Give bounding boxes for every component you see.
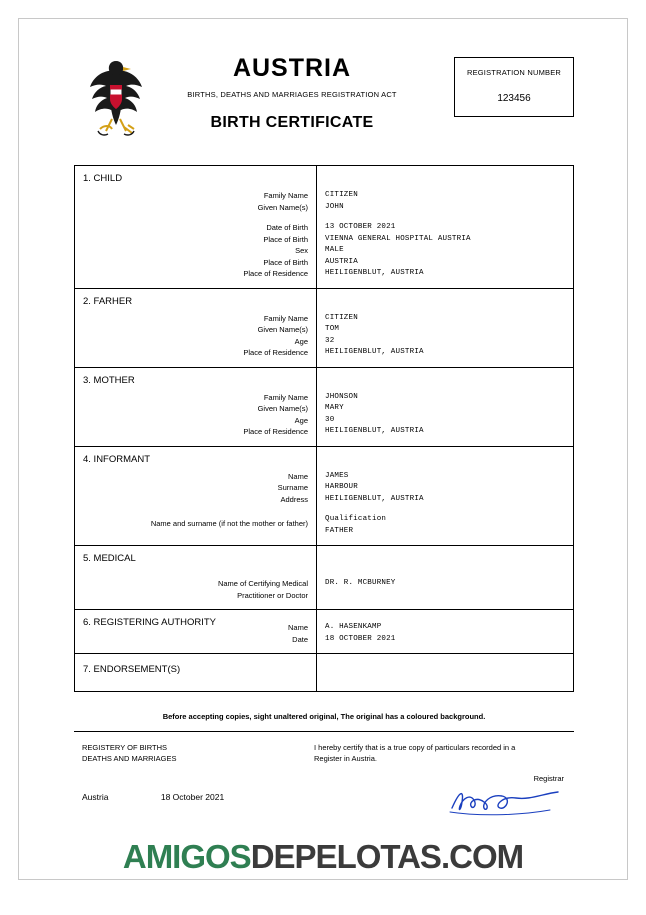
value: MARY	[325, 404, 344, 412]
spacer-title	[325, 375, 565, 386]
section-mother	[75, 368, 573, 447]
section-father-values	[317, 289, 573, 367]
section-medical-title: 5. MEDICAL	[83, 553, 136, 564]
section-informant-title: 4. INFORMANT	[83, 453, 151, 465]
watermark-part-2: DEPELOTAS	[250, 838, 441, 875]
section-father-title: 2. FARHER	[83, 295, 133, 307]
label: Address	[280, 494, 308, 504]
label: Date	[292, 634, 308, 644]
spacer-title	[325, 173, 565, 184]
label: Family Name	[263, 191, 308, 200]
informant-label-list	[83, 471, 308, 506]
value: 13 OCTOBER 2021	[325, 223, 396, 231]
section-mother-values	[317, 368, 573, 446]
copy-notice: Before accepting copies, sight unaltered original, The original has a coloured background.	[162, 712, 486, 721]
section-medical-values	[317, 546, 573, 609]
value: HARBOUR	[325, 483, 358, 491]
value: HEILIGENBLUT, AUSTRIA	[325, 348, 424, 356]
certification-statement	[314, 742, 564, 764]
label: Name	[287, 471, 308, 481]
label: Place of Residence	[243, 427, 308, 436]
header-titles	[162, 53, 422, 132]
date-value: 18 October 2021	[160, 792, 225, 802]
section-authority-labels	[75, 610, 317, 653]
qualification-value: FATHER	[325, 526, 354, 535]
section-father	[75, 289, 573, 368]
registry-block	[82, 742, 176, 764]
section-endorsement-title: 7. ENDORSEMENT(S)	[83, 664, 181, 675]
authority-label-list	[288, 622, 308, 645]
certificate-page	[18, 18, 628, 880]
section-authority-title: 6. REGISTERING AUTHORITY	[83, 617, 217, 628]
austria-eagle-coat-of-arms-icon	[86, 57, 146, 139]
document-body	[74, 47, 574, 822]
section-medical	[75, 546, 573, 610]
label: Date of Birth	[266, 223, 308, 232]
watermark-part-3: .COM	[440, 838, 524, 875]
label: Place of Birth	[263, 234, 308, 244]
value: 30	[325, 415, 335, 424]
section-informant-labels	[75, 447, 317, 546]
informant-note: Name and surname (if not the mother or father)	[150, 519, 308, 528]
value: HEILIGENBLUT, AUSTRIA	[325, 269, 424, 277]
label: Name of Certifying Medical	[217, 579, 308, 588]
medical-practitioner-value: DR. R. MCBURNEY	[325, 579, 396, 587]
mother-value-list	[325, 392, 565, 438]
section-mother-labels	[75, 368, 317, 446]
qualification-label: Qualification	[325, 515, 387, 523]
section-informant	[75, 447, 573, 547]
value: CITIZEN	[325, 313, 358, 322]
label: Given Name(s)	[257, 325, 308, 334]
value: AUSTRIA	[325, 257, 358, 266]
certificate-title: BIRTH CERTIFICATE	[210, 114, 374, 131]
section-endorsement	[75, 654, 573, 692]
child-label-list	[83, 190, 308, 280]
act-subtitle: BIRTHS, DEATHS AND MARRIAGES REGISTRATION ACT	[187, 90, 397, 99]
section-authority	[75, 610, 573, 654]
section-child-title: 1. CHILD	[83, 173, 123, 184]
father-value-list	[325, 313, 565, 359]
label: Practitioner or Doctor	[237, 590, 308, 600]
label: Name	[287, 623, 308, 632]
registration-number-label: REGISTRATION NUMBER	[466, 68, 562, 77]
label: Family Name	[263, 313, 308, 323]
section-endorsement-labels	[75, 654, 317, 691]
certificate-sections	[74, 165, 574, 692]
section-mother-title: 3. MOTHER	[83, 374, 135, 386]
value: 32	[325, 336, 335, 345]
place-value: Austria	[82, 792, 109, 802]
endorsement-empty	[325, 661, 565, 673]
label: Given Name(s)	[257, 404, 308, 413]
value: 18 OCTOBER 2021	[325, 634, 396, 643]
value: JHONSON	[325, 392, 358, 401]
certify-line-1: I hereby certify that is a true copy of particulars recorded in a	[314, 743, 516, 752]
informant-value-list	[325, 471, 565, 538]
spacer-title	[325, 454, 565, 465]
value: VIENNA GENERAL HOSPITAL AUSTRIA	[325, 234, 471, 243]
value: TOM	[325, 325, 340, 333]
mother-label-list	[83, 392, 308, 438]
label: Place of Residence	[243, 269, 308, 278]
registration-number-value: 123456	[497, 93, 531, 104]
value: HEILIGENBLUT, AUSTRIA	[325, 494, 424, 503]
value: JAMES	[325, 471, 349, 480]
registry-line-1: REGISTERY OF BIRTHS	[82, 743, 168, 752]
spacer-title	[325, 296, 565, 307]
watermark-part-1: AMIGOS	[122, 838, 251, 875]
section-father-labels	[75, 289, 317, 367]
medical-label-block	[83, 578, 308, 601]
place-and-date	[82, 792, 224, 802]
value: JOHN	[325, 202, 344, 211]
registrar-signature	[446, 786, 566, 818]
label: Family Name	[263, 392, 308, 402]
country-title: AUSTRIA	[232, 54, 352, 82]
spacer	[325, 213, 565, 222]
value: HEILIGENBLUT, AUSTRIA	[325, 427, 424, 435]
label: Surname	[277, 483, 308, 492]
registry-line-2: DEATHS AND MARRIAGES	[82, 754, 177, 763]
value: CITIZEN	[325, 191, 358, 199]
value: MALE	[325, 246, 344, 254]
label: Place of Birth	[263, 257, 308, 267]
label: Age	[294, 336, 308, 346]
label: Given Name(s)	[257, 202, 308, 212]
watermark	[0, 838, 646, 876]
father-label-list	[83, 313, 308, 359]
spacer	[83, 213, 308, 222]
certificate-header	[74, 47, 574, 165]
registrar-label: Registrar	[533, 774, 564, 783]
section-authority-values	[317, 610, 573, 653]
spacer	[325, 505, 565, 514]
authority-value-list	[325, 622, 565, 645]
label: Place of Residence	[243, 348, 308, 357]
value: A. HASENKAMP	[325, 623, 382, 631]
section-medical-labels	[75, 546, 317, 609]
label: Sex	[295, 246, 308, 255]
certificate-footer	[74, 742, 574, 822]
label: Age	[294, 415, 308, 425]
section-child	[75, 166, 573, 289]
section-informant-values	[317, 447, 573, 546]
registration-number-box	[454, 57, 574, 117]
certify-line-2: Register in Austria.	[314, 754, 377, 763]
section-child-labels	[75, 166, 317, 288]
section-child-values	[317, 166, 573, 288]
footer-divider	[74, 731, 574, 732]
section-endorsement-values	[317, 654, 573, 691]
child-value-list	[325, 190, 565, 280]
